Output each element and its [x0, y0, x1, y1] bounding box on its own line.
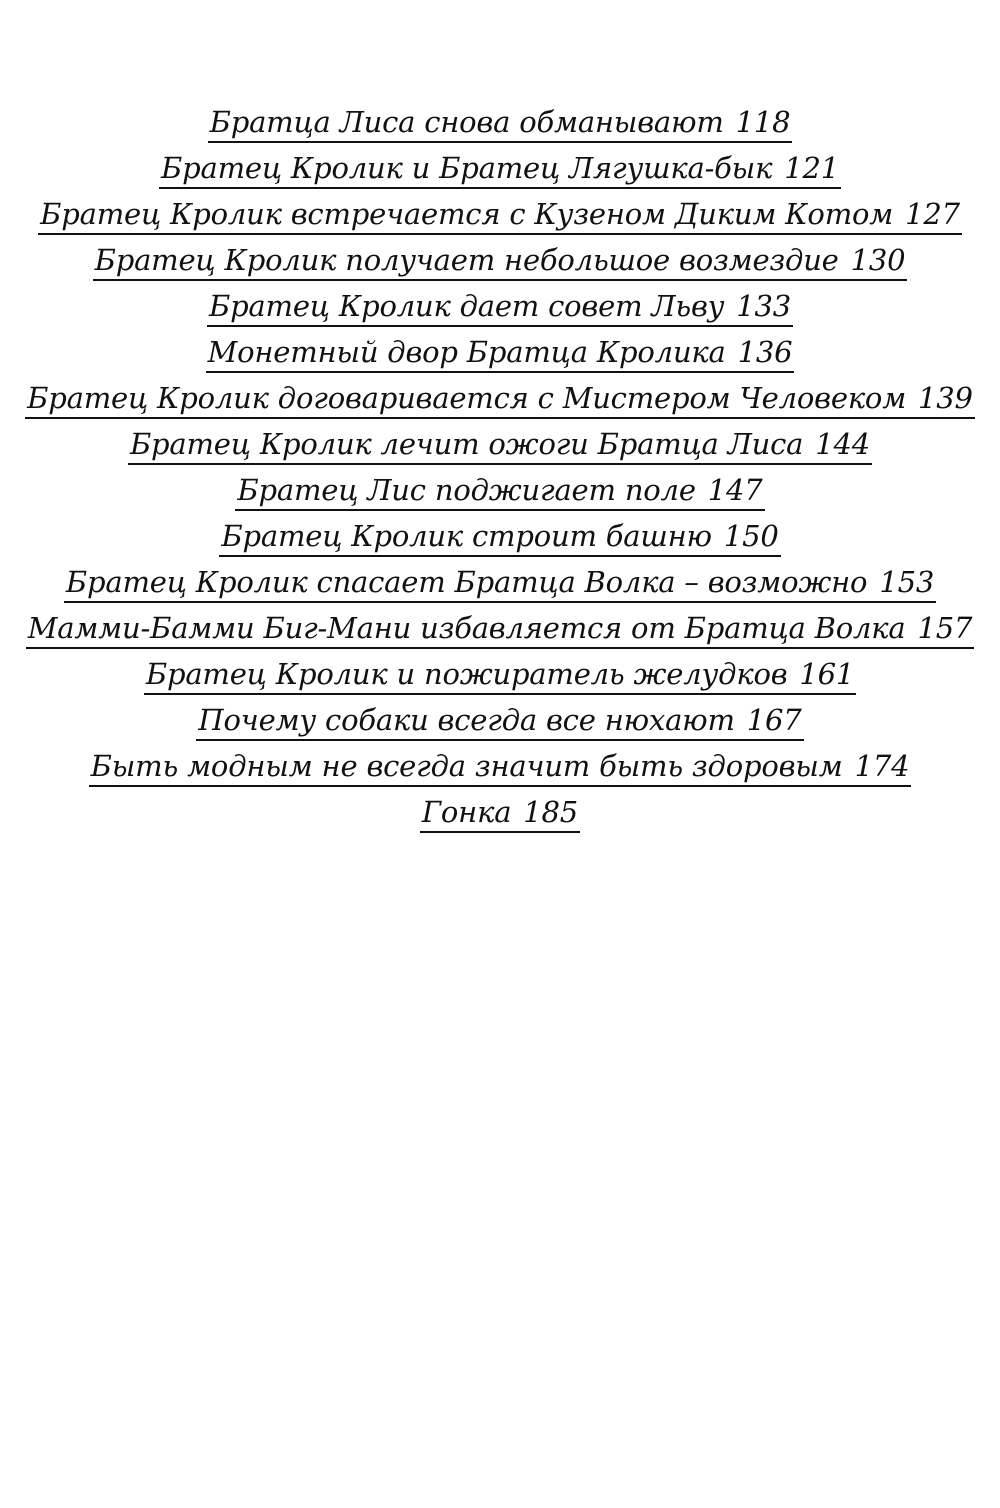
toc-entry-page: 133	[736, 289, 792, 323]
toc-entry-page: 130	[850, 243, 906, 277]
toc-entry-page: 121	[784, 151, 839, 185]
toc-entry[interactable]	[159, 150, 841, 189]
toc-entry-page: 144	[815, 427, 871, 461]
toc-entry-title: Братец Кролик и пожиратель желудков	[145, 657, 788, 691]
toc-entry-title: Гонка	[421, 795, 512, 829]
toc-entry[interactable]	[93, 242, 908, 281]
toc-entry-page: 139	[918, 381, 973, 415]
toc-entry[interactable]	[38, 196, 962, 235]
toc-entry-title: Братец Кролик дает совет Льву	[208, 289, 725, 323]
toc-entry-page: 127	[905, 197, 960, 231]
toc-entry-page: 147	[707, 473, 763, 507]
toc-entry-page: 153	[879, 565, 935, 599]
toc-entry-page: 185	[523, 795, 579, 829]
toc-entry-title: Монетный двор Братца Кролика	[207, 335, 726, 369]
toc-entry[interactable]	[128, 426, 872, 465]
toc-entry[interactable]	[206, 334, 795, 373]
toc-entry-title: Братца Лиса снова обманывают	[209, 105, 724, 139]
toc-entry-title: Братец Кролик договаривается с Мистером Человеком	[27, 381, 907, 415]
toc-entry[interactable]	[144, 656, 856, 695]
toc-entry-page: 161	[799, 657, 855, 691]
toc-entry-title: Братец Кролик строит башню	[221, 519, 712, 553]
toc-entry[interactable]	[64, 564, 936, 603]
toc-entry-page: 174	[854, 749, 910, 783]
toc-entry-page: 136	[737, 335, 793, 369]
toc-entry[interactable]	[235, 472, 764, 511]
toc-entry-title: Братец Кролик лечит ожоги Братца Лиса	[129, 427, 804, 461]
toc-entry-title: Братец Кролик получает небольшое возмездие	[94, 243, 839, 277]
toc-entry[interactable]	[207, 288, 793, 327]
toc-entry[interactable]	[208, 104, 793, 143]
toc-entry[interactable]	[89, 748, 912, 787]
toc-entry[interactable]	[196, 702, 803, 741]
toc-entry[interactable]	[219, 518, 780, 557]
toc-entry-title: Мамми-Бамми Биг-Мани избавляется от Братца Волка	[27, 611, 906, 645]
toc-entry-page: 150	[723, 519, 779, 553]
toc-entry-title: Братец Кролик спасает Братца Волка – возможно	[65, 565, 868, 599]
toc-entry-title: Братец Лис поджигает поле	[237, 473, 696, 507]
toc-entry-page: 167	[746, 703, 802, 737]
toc-entry-page: 157	[917, 611, 973, 645]
toc-entry-title: Почему собаки всегда все нюхают	[198, 703, 735, 737]
toc-entry[interactable]	[420, 794, 580, 833]
toc-entry-title: Братец Кролик и Братец Лягушка-бык	[161, 151, 773, 185]
toc-entry[interactable]	[26, 610, 975, 649]
toc-entry-title: Братец Кролик встречается с Кузеном Диким Котом	[40, 197, 894, 231]
toc-entry-page: 118	[735, 105, 791, 139]
toc-entry-title: Быть модным не всегда значит быть здоровым	[90, 749, 843, 783]
table-of-contents	[0, 104, 1000, 840]
toc-entry[interactable]	[25, 380, 975, 419]
